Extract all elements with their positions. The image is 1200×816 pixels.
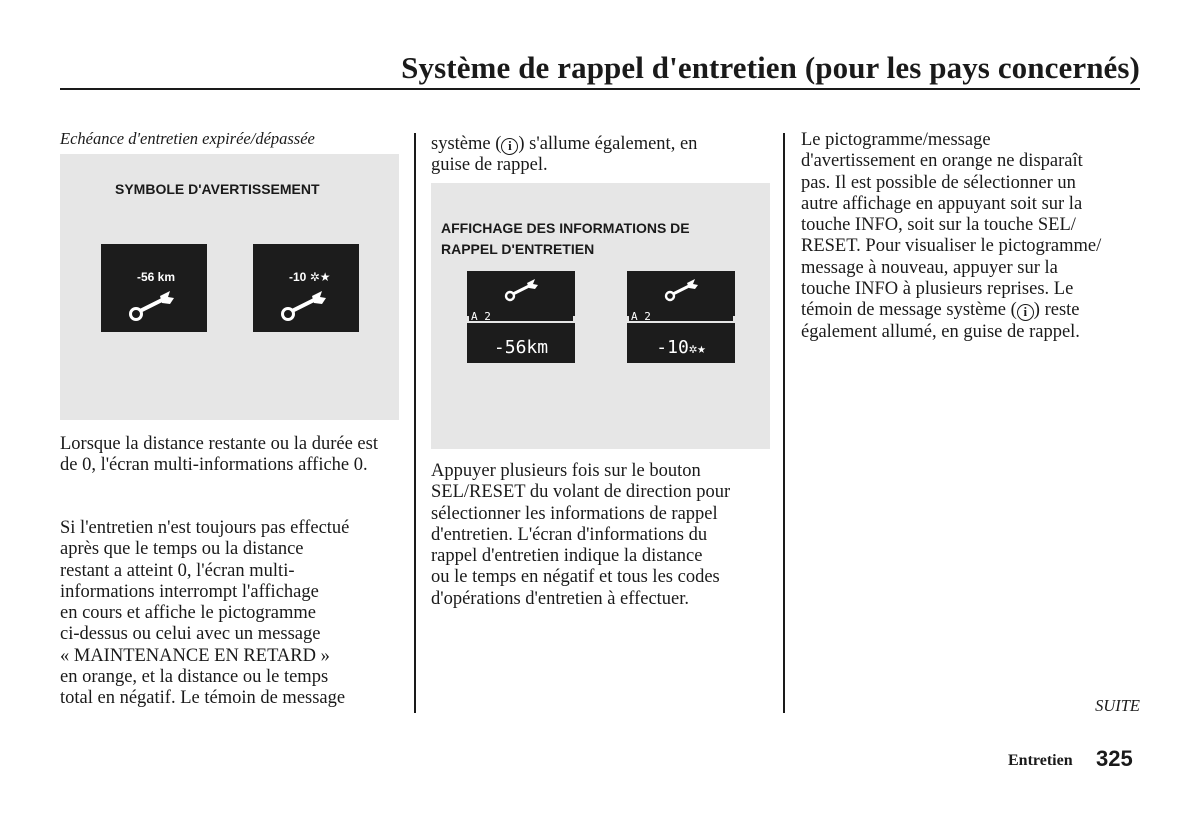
text-line: ou le temps en négatif et tous les codes [431, 567, 720, 588]
wrench-icon [278, 288, 336, 324]
text-line: d'entretien. L'écran d'informations du [431, 524, 708, 545]
wrench-icon [126, 288, 184, 324]
text-line: SEL/RESET du volant de direction pour [431, 482, 731, 503]
warning-screen-km [101, 244, 207, 332]
page-number: 325 [1096, 746, 1133, 771]
wrench-icon [663, 277, 703, 303]
day-sun-icon: ✲ [688, 341, 698, 357]
text-line: restant a atteint 0, l'écran multi- [60, 560, 295, 581]
text-line: « MAINTENANCE EN RETARD » [60, 645, 330, 666]
paragraph-reminder-continued: système ( i ) s'allume également, en guise de rappel. [431, 134, 698, 176]
text-line: Si l'entretien n'est toujours pas effectué [60, 518, 350, 538]
warning-screen-days [253, 244, 359, 332]
multi-info-screen-days [627, 271, 735, 363]
text-line: message à nouveau, appuyer sur la [801, 257, 1058, 278]
night-star-icon: ★ [319, 270, 331, 284]
text-line: ci-dessus ou celui avec un message [60, 624, 321, 645]
text-line: touche INFO à plusieurs reprises. Le [801, 279, 1074, 300]
caption-expired: Echéance d'entretien expirée/dépassée [60, 129, 315, 148]
time-value: -10✲★ [656, 337, 706, 358]
screen-km-label: -56 km [137, 270, 176, 284]
text-line: en cours et affiche le pictogramme [60, 603, 316, 624]
text-line: total en négatif. Le témoin de message [60, 688, 346, 709]
paragraph-sel-reset [431, 461, 776, 610]
text-line: Le pictogramme/message [801, 130, 991, 150]
text-line: RESET. Pour visualiser le pictogramme/ [801, 236, 1102, 257]
text-line: d'opérations d'entretien à effectuer. [431, 588, 690, 609]
day-sun-icon: ✲ [309, 270, 320, 284]
text-line: Appuyer plusieurs fois sur le bouton [431, 461, 701, 481]
text-line: en orange, et la distance ou le temps [60, 667, 329, 688]
section-name: Entretien [1008, 752, 1073, 769]
text-line: rappel d'entretien indique la distance [431, 546, 703, 567]
info-icon: i [501, 138, 518, 155]
maintenance-info-figure [431, 183, 770, 449]
text-line: témoin de message système ( i ) reste [801, 300, 1080, 321]
maintenance-code: A 2 [471, 310, 491, 323]
text-line: informations interrompt l'affichage [60, 581, 319, 602]
text-line: autre affichage en appuyant soit sur la [801, 193, 1083, 214]
info-icon: i [1017, 304, 1034, 321]
text-line: touche INFO, soit sur la touche SEL/ [801, 215, 1076, 236]
text-line: pas. Il est possible de sélectionner un [801, 172, 1076, 193]
text-line: d'avertissement en orange ne disparaît [801, 151, 1083, 172]
maintenance-code: A 2 [631, 310, 651, 323]
paragraph-orange-message [801, 130, 1146, 343]
text-line: après que le temps ou la distance [60, 539, 304, 560]
column-divider-1 [414, 133, 416, 713]
text-line: également allumé, en guise de rappel. [801, 321, 1080, 342]
continued-label: SUITE [1095, 696, 1140, 715]
header-rule [60, 88, 1140, 90]
paragraph-overdue [60, 518, 405, 710]
night-star-icon: ★ [697, 341, 706, 357]
distance-value: -56km [493, 337, 549, 358]
figure-title: AFFICHAGE DES INFORMATIONS DE RAPPEL D'ENTRETIEN [441, 220, 690, 257]
wrench-icon [503, 277, 543, 303]
page-title: Système de rappel d'entretien (pour les pays concernés) [401, 50, 1140, 85]
paragraph-zero-display: Lorsque la distance restante ou la durée est de 0, l'écran multi-informations affiche 0. [60, 434, 378, 476]
warning-symbol-figure [60, 154, 399, 420]
multi-info-screen-km [467, 271, 575, 363]
figure-title: SYMBOLE D'AVERTISSEMENT [115, 181, 320, 197]
column-divider-2 [783, 133, 785, 713]
text-line: sélectionner les informations de rappel [431, 503, 718, 524]
screen-days-label: -10 ✲★ [289, 270, 331, 284]
